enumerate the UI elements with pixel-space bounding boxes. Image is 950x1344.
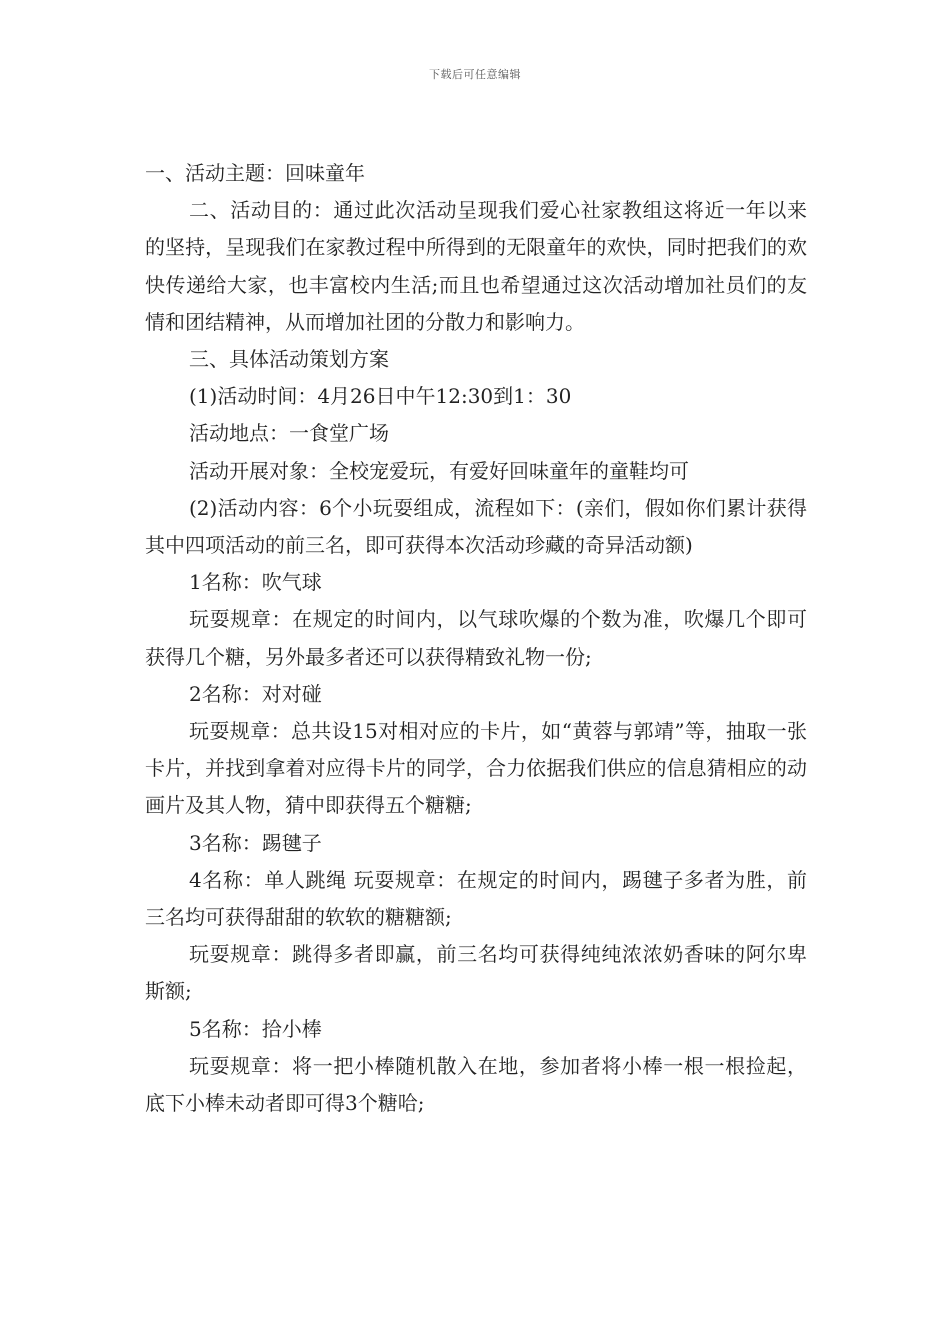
paragraph-purpose: 二、活动目的：通过此次活动呈现我们爱心社家教组这将近一年以来的坚持，呈现我们在家教过程中所得到的无限童年的欢快，同时把我们的欢快传递给大家，也丰富校内生活;而且也希望通过这次活动增加社员们的友情和团结精神，从而增加社团的分散力和影响力。 <box>145 198 807 334</box>
document-body <box>145 155 807 1122</box>
paragraph-game-4-rules: 玩耍规章：跳得多者即赢，前三名均可获得纯纯浓浓奶香味的阿尔卑斯额; <box>145 942 807 1004</box>
paragraph-game-2-name: 2名称：对对碰 <box>189 681 322 706</box>
paragraph-game-4-name: 4名称：单人跳绳 玩耍规章：在规定的时间内，踢毽子多者为胜，前三名均可获得甜甜的软软的糖糖额; <box>145 867 807 930</box>
paragraph-location: 活动地点：一食堂广场 <box>189 421 389 446</box>
paragraph-game-2-rules: 玩耍规章：总共设15对相对应的卡片，如“黄蓉与郭靖”等，抽取一张卡片，并找到拿着对应得卡片的同学，合力依据我们供应的信息猜相应的动画片及其人物，猜中即获得五个糖糖; <box>145 719 807 818</box>
page-header: 下载后可任意编辑 <box>429 68 521 81</box>
paragraph-content: (2)活动内容：6个小玩耍组成，流程如下：(亲们，假如你们累计获得其中四项活动的前三名，即可获得本次活动珍藏的奇异活动额) <box>145 495 807 558</box>
paragraph-game-5-rules: 玩耍规章：将一把小棒随机散入在地，参加者将小棒一根一根捡起，底下小棒未动者即可得3个糖哈; <box>145 1053 807 1116</box>
paragraph-theme: 一、活动主题：回味童年 <box>145 161 365 185</box>
paragraph-plan-heading: 三、具体活动策划方案 <box>189 347 389 372</box>
paragraph-game-3-name: 3名称：踢毽子 <box>189 830 322 855</box>
paragraph-game-5-name: 5名称：拾小棒 <box>189 1016 322 1041</box>
paragraph-game-1-name: 1名称：吹气球 <box>189 570 322 595</box>
paragraph-audience: 活动开展对象：全校宠爱玩，有爱好回味童年的童鞋均可 <box>189 458 689 483</box>
paragraph-game-1-rules: 玩耍规章：在规定的时间内，以气球吹爆的个数为准，吹爆几个即可获得几个糖，另外最多者还可以获得精致礼物一份; <box>145 607 807 669</box>
paragraph-time: (1)活动时间：4月26日中午12:30到1：30 <box>189 384 572 409</box>
